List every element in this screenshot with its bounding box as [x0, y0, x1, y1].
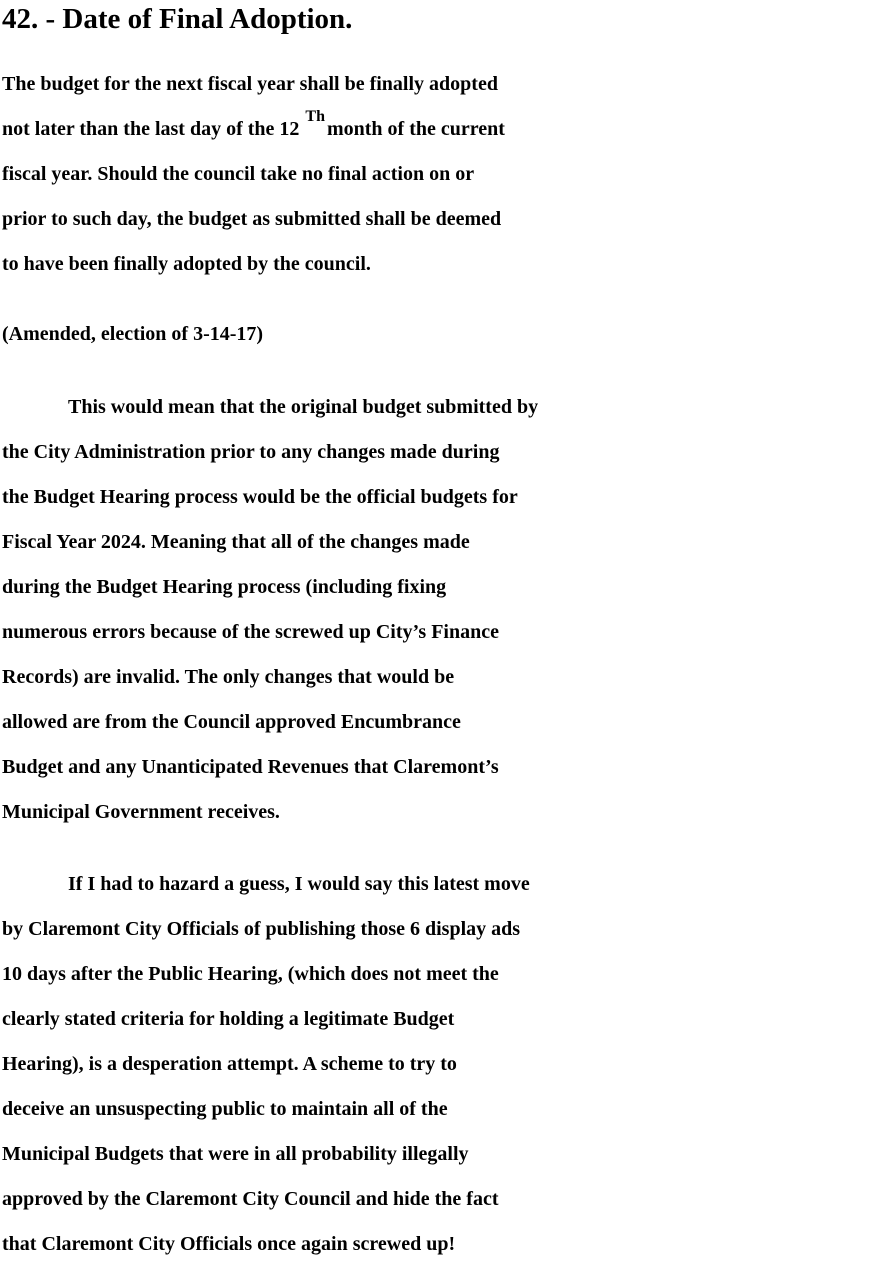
section-line: to have been finally adopted by the council. [2, 253, 371, 275]
paragraph-line: 10 days after the Public Hearing, (which does not meet the [2, 963, 499, 985]
paragraph-line: Municipal Government receives. [2, 801, 280, 823]
paragraph-line-text: If I had to hazard a guess, I would say this latest move [68, 873, 530, 895]
paragraph-line: Fiscal Year 2024. Meaning that all of the changes made [2, 531, 470, 553]
commentary-paragraph-1 [2, 385, 880, 835]
section-line: The budget for the next fiscal year shall be finally adopted [2, 73, 498, 95]
paragraph-line: by Claremont City Officials of publishing those 6 display ads [2, 918, 521, 940]
paragraph-line: the Budget Hearing process would be the official budgets for [2, 486, 518, 508]
paragraph-line: Hearing), is a desperation attempt. A scheme to try to [2, 1053, 457, 1075]
section-line: fiscal year. Should the council take no final action on or [2, 163, 475, 185]
paragraph-line: the City Administration prior to any changes made during [2, 441, 500, 463]
paragraph-line: clearly stated criteria for holding a legitimate Budget [2, 1008, 455, 1030]
paragraph-line [2, 385, 880, 430]
section-line [2, 107, 880, 152]
paragraph-line: Budget and any Unanticipated Revenues that Claremont’s [2, 756, 499, 778]
section-line: prior to such day, the budget as submitted shall be deemed [2, 208, 502, 230]
paragraph-line: deceive an unsuspecting public to maintain all of the [2, 1098, 448, 1120]
paragraph-line: during the Budget Hearing process (including fixing [2, 576, 447, 598]
ordinal-superscript: Th [305, 108, 325, 125]
paragraph-line: approved by the Claremont City Council and hide the fact [2, 1188, 499, 1210]
commentary-paragraph-2 [2, 862, 880, 1267]
section-line-text: month of the current [326, 118, 505, 140]
charter-section-text [2, 62, 880, 287]
amendment-text: (Amended, election of 3-14-17) [2, 323, 264, 345]
paragraph-line-text: This would mean that the original budget submitted by [68, 396, 539, 418]
section-heading: 42. - Date of Final Adoption. [2, 3, 353, 35]
paragraph-line: numerous errors because of the screwed up City’s Finance [2, 621, 499, 643]
paragraph-line: Municipal Budgets that were in all probability illegally [2, 1143, 469, 1165]
section-line-text: not later than the last day of the 12 [2, 118, 300, 140]
amendment-note [2, 312, 880, 357]
paragraph-line: Records) are invalid. The only changes that would be [2, 666, 455, 688]
paragraph-line [2, 862, 880, 907]
paragraph-line: allowed are from the Council approved Encumbrance [2, 711, 461, 733]
paragraph-line: that Claremont City Officials once again screwed up! [2, 1233, 456, 1255]
